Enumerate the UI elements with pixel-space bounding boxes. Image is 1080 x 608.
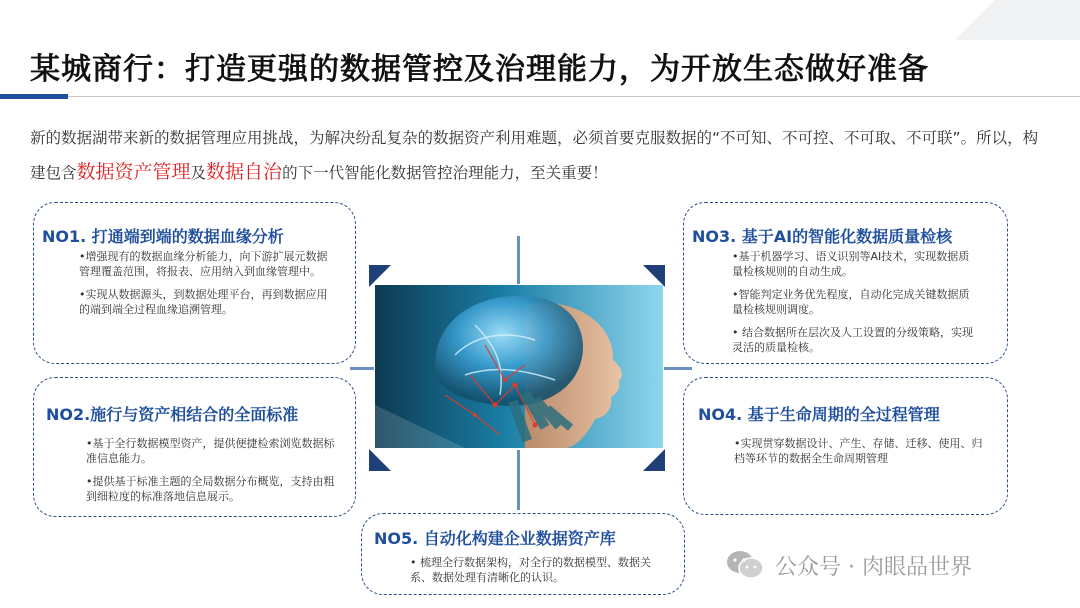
watermark bbox=[725, 548, 972, 582]
card-no3-title: NO3. 基于AI的智能化数据质量检核 bbox=[692, 227, 953, 246]
image-corner-top-left bbox=[369, 265, 391, 287]
intro-text-2: 及 bbox=[190, 164, 207, 182]
intro-text-1: 新的数据湖带来新的数据管理应用挑战，为解决纷乱复杂的数据资产利用难题，必须首要克服数据的“不可知、不可控、不可取、不可联”。所以，构建包含 bbox=[30, 129, 1039, 182]
title-divider bbox=[0, 96, 1080, 97]
intro-text-3: 的下一代智能化数据管控治理能力，至关重要！ bbox=[282, 164, 608, 182]
card-no1 bbox=[33, 202, 356, 364]
card-no2-bullet: •提供基于标准主题的全局数据分布概览，支持由粗到细粒度的标准落地信息展示。 bbox=[86, 475, 335, 503]
image-corner-bottom-right bbox=[643, 449, 665, 471]
card-no2-title: NO2.施行与资产相结合的全面标准 bbox=[46, 405, 299, 424]
card-no1-body bbox=[79, 249, 329, 325]
card-no5-bullet: • 梳理全行数据架构，对全行的数据模型、数据关系、数据处理有清晰化的认识。 bbox=[410, 556, 651, 584]
card-no3-bullet: • 结合数据所在层次及人工设置的分级策略，实现灵活的质量检核。 bbox=[732, 326, 973, 354]
card-no4-title: NO4. 基于生命周期的全过程管理 bbox=[698, 405, 940, 424]
card-no3-body bbox=[732, 249, 977, 363]
card-no4 bbox=[683, 377, 1008, 515]
wechat-icon bbox=[725, 549, 765, 581]
card-no4-body bbox=[734, 436, 986, 474]
image-corner-bottom-left bbox=[369, 449, 391, 471]
card-no3 bbox=[683, 202, 1008, 364]
page-title: 某城商行：打造更强的数据管控及治理能力，为开放生态做好准备 bbox=[30, 52, 929, 87]
cross-line-top bbox=[517, 236, 520, 284]
ai-head-image bbox=[375, 285, 663, 448]
card-no2-body bbox=[86, 436, 344, 512]
intro-paragraph bbox=[30, 121, 1050, 190]
intro-highlight-autonomy: 数据自治 bbox=[206, 161, 283, 183]
cross-line-bottom bbox=[517, 450, 520, 510]
corner-decoration bbox=[900, 0, 1080, 40]
card-no2 bbox=[33, 377, 356, 517]
cross-line-left bbox=[350, 367, 374, 370]
title-accent-bar bbox=[0, 94, 68, 99]
card-no2-bullet: •基于全行数据模型资产，提供便捷检索浏览数据标准信息能力。 bbox=[86, 437, 335, 465]
card-no5-body bbox=[410, 555, 672, 593]
card-no3-bullet: •基于机器学习、语义识别等AI技术，实现数据质量检核规则的自动生成。 bbox=[732, 250, 970, 278]
card-no4-bullet: •实现贯穿数据设计、产生、存储、迁移、使用、归档等环节的数据全生命周期管理 bbox=[734, 437, 983, 465]
card-no1-bullet: •实现从数据源头，到数据处理平台，再到数据应用的端到端全过程血缘追溯管理。 bbox=[79, 288, 328, 316]
cross-line-right bbox=[664, 367, 692, 370]
card-no1-title: NO1. 打通端到端的数据血缘分析 bbox=[42, 227, 284, 246]
card-no1-bullet: •增强现有的数据血缘分析能力，向下游扩展元数据管理覆盖范围，将报表、应用纳入到血缘管理中。 bbox=[79, 250, 328, 278]
intro-highlight-asset-management: 数据资产管理 bbox=[76, 161, 191, 183]
card-no3-bullet: •智能判定业务优先程度，自动化完成关键数据质量检核规则调度。 bbox=[732, 288, 970, 316]
image-corner-top-right bbox=[643, 265, 665, 287]
watermark-text: 公众号 · 肉眼品世界 bbox=[775, 554, 972, 580]
card-no5 bbox=[361, 513, 685, 595]
card-no5-title: NO5. 自动化构建企业数据资产库 bbox=[374, 529, 616, 548]
